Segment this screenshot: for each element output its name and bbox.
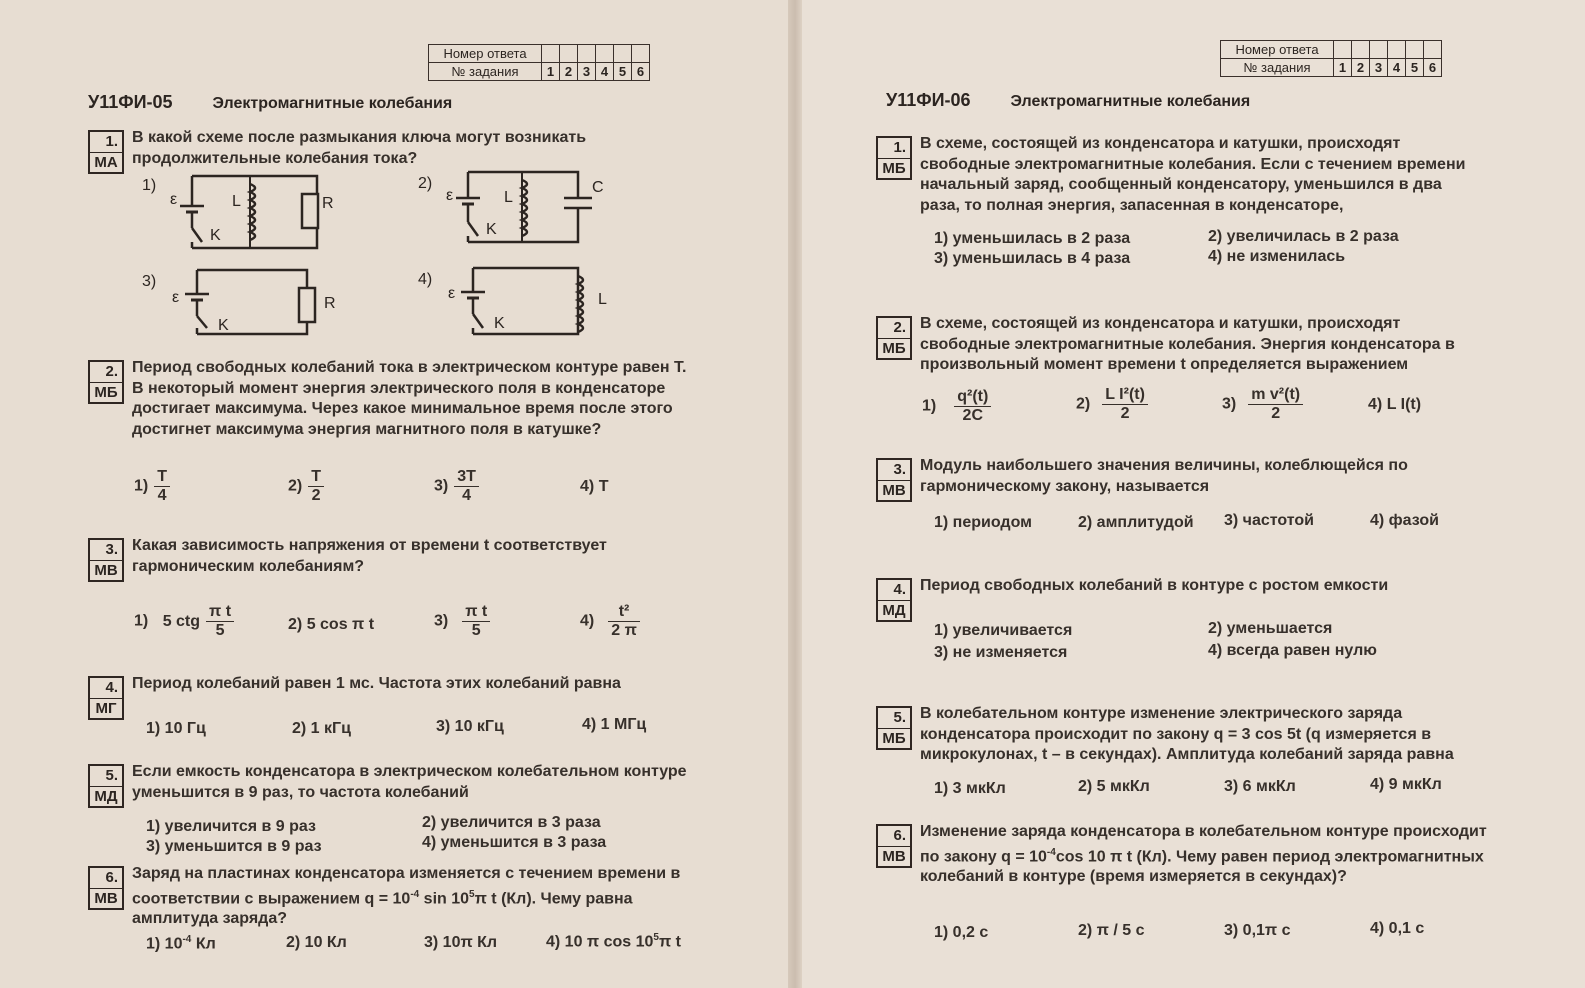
answer-option[interactable]: 1) 0,2 с	[934, 924, 989, 941]
question-text: Заряд на пластинах конденсатора изменяется с течением времени в соответствии с выражением $q = 10^{-4}$ $\sin 10^5\pi$ t (Кл). Чему равна амплитуда заряда?	[132, 865, 681, 928]
task-row-label: № задания	[1221, 59, 1334, 77]
answer-option[interactable]: 4) уменьшится в 3 раза	[422, 834, 607, 851]
answer-option[interactable]: 1) увеличится в 9 раз	[146, 818, 316, 835]
task-number: 4	[596, 63, 614, 81]
answer-option[interactable]: 3) 10π Кл	[424, 934, 498, 951]
task-number: 1	[1334, 59, 1352, 77]
book-spine	[788, 0, 802, 988]
question-text: Период свободных колебаний в контуре с ростом емкости	[920, 577, 1389, 594]
key-label: K	[210, 227, 221, 244]
circuit-number: 3)	[142, 273, 157, 290]
question-number-box: 1. МА	[88, 130, 124, 174]
question-text: В какой схеме после размыкания ключа могут возникать продолжительные колебания тока?	[132, 129, 587, 167]
task-number: 2	[1352, 59, 1370, 77]
question-number-box: 2. МБ	[88, 360, 124, 404]
answer-row-label: Номер ответа	[429, 45, 542, 63]
key-label: K	[486, 221, 497, 238]
answer-cell[interactable]	[1424, 41, 1442, 59]
question-text: В схеме, состоящей из конденсатора и катушки, происходят свободные электромагнитные колебания. Если с течением времени начальный заряд, сообщенный конденсатору, уменьшился в два раза, то полная энергия, запасенная в конденсаторе,	[920, 135, 1466, 214]
task-number: 3	[578, 63, 596, 81]
answer-option[interactable]: 2) увеличилась в 2 раза	[1208, 228, 1399, 245]
question-text: Изменение заряда конденсатора в колебательном контуре происходит по закону $q = 10^{-4}\cos$ 10 π t (Кл). Чему равен период электромагнитных колебаний в контуре (время измеряется в секундах)?	[920, 823, 1487, 886]
answer-option[interactable]: 3) $\frac{\text{m v²(t)}}{2}$	[1222, 386, 1303, 423]
answer-option[interactable]: 4) не изменилась	[1208, 248, 1346, 265]
answer-cell[interactable]	[1406, 41, 1424, 59]
question-text: В колебательном контуре изменение электрического заряда конденсатора происходит по закону q = 3 cos 5t (q измеряется в микрокулонах, t – в секундах). Амплитуда колебаний заряда равна	[920, 705, 1454, 763]
resistor-label: R	[324, 295, 336, 312]
circuit-1	[142, 172, 342, 252]
answer-option[interactable]: 4) L I(t)	[1368, 396, 1422, 413]
answer-option[interactable]: 1) 3 мкКл	[934, 780, 1006, 797]
answer-option[interactable]: 4) 1 МГц	[582, 716, 647, 733]
task-number: 6	[1424, 59, 1442, 77]
answer-option[interactable]: 3) не изменяется	[934, 644, 1068, 661]
answer-option[interactable]: 1) $10^{-4}$ Кл	[146, 934, 216, 953]
answer-option[interactable]: 3) уменьшится в 9 раз	[146, 838, 322, 855]
answer-table-right	[1220, 40, 1442, 77]
emf-label: ε	[172, 289, 180, 306]
answer-option[interactable]: 2) амплитудой	[1078, 514, 1194, 531]
answer-option[interactable]: 3) $\frac{3T}{4}$	[434, 468, 479, 505]
topic-title: Электромагнитные колебания	[1010, 93, 1251, 110]
topic-title: Электромагнитные колебания	[212, 95, 453, 112]
answer-option[interactable]: 3) 6 мкКл	[1224, 778, 1296, 795]
question-text: В схеме, состоящей из конденсатора и катушки, происходят свободные электромагнитные колебания. Энергия конденсатора в произвольный момент времени t определяется выражением	[920, 315, 1455, 373]
task-number: 5	[614, 63, 632, 81]
question-text: Период свободных колебаний тока в электрическом контуре равен Т. В некоторый момент энергия электрического поля в конденсаторе достигает максимума. Через какое минимальное время после этого достигнет максимума энергия магнитного поля в катушке?	[132, 359, 687, 438]
inductor-label: L	[504, 189, 513, 206]
answer-option[interactable]: 3) $\frac{\text{π t}}{5}$	[434, 603, 490, 640]
answer-option[interactable]: 4) 9 мкКл	[1370, 776, 1442, 793]
answer-table-left	[428, 44, 650, 81]
variant-code: У11ФИ-06	[886, 90, 971, 110]
answer-option[interactable]: 2) уменьшается	[1208, 620, 1333, 637]
answer-option[interactable]: 3) 10 кГц	[436, 718, 504, 735]
answer-cell[interactable]	[560, 45, 578, 63]
answer-option[interactable]: 2) 5 cos π t	[288, 616, 375, 633]
task-number: 5	[1406, 59, 1424, 77]
right-header	[886, 90, 1250, 111]
question-number-box: 4. МГ	[88, 676, 124, 720]
answer-option[interactable]: 4) T	[580, 478, 609, 495]
question-number-box: 3. МВ	[876, 458, 912, 502]
emf-label: ε	[446, 187, 454, 204]
answer-option[interactable]: 1) 5 ctg $\frac{\text{π t}}{5}$	[134, 603, 234, 640]
variant-code: У11ФИ-05	[88, 92, 173, 112]
answer-row-label: Номер ответа	[1221, 41, 1334, 59]
key-label: K	[218, 317, 229, 334]
answer-option[interactable]: 1) $\frac{\text{q²(t)}}{2C}$	[922, 388, 991, 425]
task-number: 1	[542, 63, 560, 81]
question-text: Какая зависимость напряжения от времени t соответствует гармоническим колебаниям?	[132, 537, 607, 575]
circuit-3	[142, 266, 342, 340]
circuit-number: 1)	[142, 177, 157, 194]
answer-cell[interactable]	[578, 45, 596, 63]
inductor-label: L	[598, 291, 607, 308]
task-row-label: № задания	[429, 63, 542, 81]
answer-option[interactable]: 4) фазой	[1370, 512, 1439, 529]
answer-option[interactable]: 2) 5 мкКл	[1078, 778, 1150, 795]
question-number-box: 2. МБ	[876, 316, 912, 360]
key-label: K	[494, 315, 505, 332]
answer-option[interactable]: 4) 10 π $\cos 10^5\pi$ t	[546, 932, 682, 951]
answer-option[interactable]: 1) увеличивается	[934, 622, 1073, 639]
task-number: 2	[560, 63, 578, 81]
circuit-number: 2)	[418, 175, 433, 192]
task-number: 3	[1370, 59, 1388, 77]
answer-option[interactable]: 1) $\frac{T}{4}$	[134, 468, 170, 505]
answer-option[interactable]: 3) уменьшилась в 4 раза	[934, 250, 1131, 267]
circuit-number: 4)	[418, 271, 433, 288]
answer-option[interactable]: 2) $\frac{\text{L I²(t)}}{2}$	[1076, 386, 1148, 423]
question-text: Модуль наибольшего значения величины, колеблющейся по гармоническому закону, называется	[920, 457, 1408, 495]
left-header	[88, 92, 452, 113]
answer-option[interactable]: 1) периодом	[934, 514, 1032, 531]
resistor-label: R	[322, 195, 334, 212]
question-number-box: 3. МВ	[88, 538, 124, 582]
emf-label: ε	[448, 285, 456, 302]
answer-option[interactable]: 4) всегда равен нулю	[1208, 642, 1377, 659]
question-number-box: 6. МВ	[88, 866, 124, 910]
answer-option[interactable]: 3) 0,1π с	[1224, 922, 1291, 939]
answer-cell[interactable]	[1370, 41, 1388, 59]
answer-cell[interactable]	[1334, 41, 1352, 59]
question-number-box: 5. МД	[88, 764, 124, 808]
answer-cell[interactable]	[1352, 41, 1370, 59]
answer-cell[interactable]	[614, 45, 632, 63]
answer-option[interactable]: 4) 0,1 с	[1370, 920, 1425, 937]
answer-cell[interactable]	[542, 45, 560, 63]
question-text: Период колебаний равен 1 мс. Частота этих колебаний равна	[132, 675, 621, 692]
answer-option[interactable]: 1) 10 Гц	[146, 720, 206, 737]
task-number: 4	[1388, 59, 1406, 77]
circuit-2	[418, 168, 618, 248]
question-number-box: 6. МВ	[876, 824, 912, 868]
answer-cell[interactable]	[632, 45, 650, 63]
answer-cell[interactable]	[596, 45, 614, 63]
circuit-4	[418, 264, 618, 340]
answer-option[interactable]: 3) частотой	[1224, 512, 1314, 529]
answer-option[interactable]: 2) π / 5 с	[1078, 922, 1145, 939]
answer-option[interactable]: 2) $\frac{T}{2}$	[288, 468, 324, 505]
capacitor-label: C	[592, 179, 604, 196]
question-number-box: 5. МБ	[876, 706, 912, 750]
question-number-box: 1. МБ	[876, 136, 912, 180]
task-number: 6	[632, 63, 650, 81]
answer-option[interactable]: 2) увеличится в 3 раза	[422, 814, 601, 831]
answer-option[interactable]: 2) 1 кГц	[292, 720, 351, 737]
emf-label: ε	[170, 191, 178, 208]
answer-option[interactable]: 1) уменьшилась в 2 раза	[934, 230, 1131, 247]
question-number-box: 4. МД	[876, 578, 912, 622]
question-text: Если емкость конденсатора в электрическом колебательном контуре уменьшится в 9 раз, то частота колебаний	[132, 763, 687, 801]
answer-cell[interactable]	[1388, 41, 1406, 59]
answer-option[interactable]: 2) 10 Кл	[286, 934, 347, 951]
inductor-label: L	[232, 193, 241, 210]
answer-option[interactable]: 4) $\frac{\text{t²}}{2 \pi}$	[580, 603, 640, 640]
